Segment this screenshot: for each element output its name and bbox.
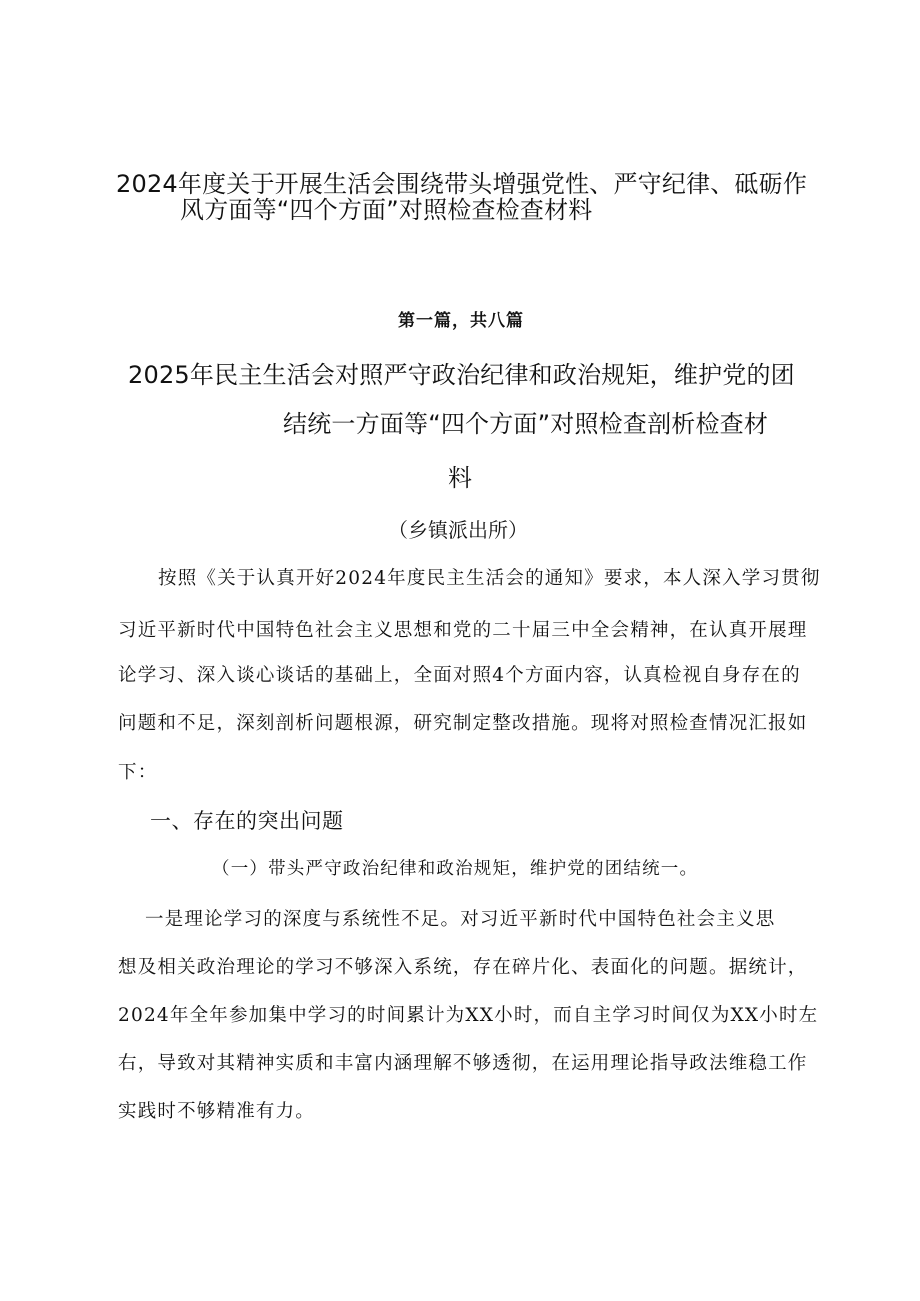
para-line-1: 一是理论学习的深度与系统性不足。对习近平新时代中国特色社会主义思 (145, 909, 776, 930)
intro-line-2: 习近平新时代中国特色社会主义思想和党的二十届三中全会精神，在认真开展理 (118, 620, 808, 641)
intro-line-5: 下： (118, 762, 158, 783)
article-title-line-1: 2025年民主生活会对照严守政治纪律和政治规矩，维护党的团 (128, 361, 795, 389)
subsection-1-heading: （一）带头严守政治纪律和政治规矩，维护党的团结统一。 (212, 859, 699, 879)
para-line-5: 实践时不够精准有力。 (118, 1101, 316, 1122)
doc-title-line-2: 风方面等“四个方面”对照检查检查材料 (180, 196, 593, 224)
intro-line-1: 按照《关于认真开好2024年度民主生活会的通知》要求，本人深入学习贯彻 (158, 568, 821, 589)
para-line-2: 想及相关政治理论的学习不够深入系统，存在碎片化、表面化的问题。据统计， (118, 957, 808, 978)
unit-label: （乡镇派出所） (388, 518, 528, 542)
para-line-4: 右，导致对其精神实质和丰富内涵理解不够透彻，在运用理论指导政法维稳工作 (118, 1053, 808, 1074)
series-label: 第一篇，共八篇 (398, 311, 524, 331)
intro-line-4: 问题和不足，深刻剖析问题根源，研究制定整改措施。现将对照检查情况汇报如 (118, 713, 808, 734)
doc-title-line-1: 2024年度关于开展生活会围绕带头增强党性、严守纪律、砥砺作 (116, 170, 808, 198)
article-title-line-3: 料 (448, 464, 473, 492)
intro-line-3: 论学习、深入谈心谈话的基础上，全面对照4个方面内容，认真检视自身存在的 (118, 665, 801, 686)
para-line-3: 2024年全年参加集中学习的时间累计为XX小时，而自主学习时间仅为XX小时左 (118, 1005, 819, 1026)
section-1-heading: 一、存在的突出问题 (150, 809, 344, 833)
article-title-line-2: 结统一方面等“四个方面”对照检查剖析检查材 (283, 410, 769, 438)
